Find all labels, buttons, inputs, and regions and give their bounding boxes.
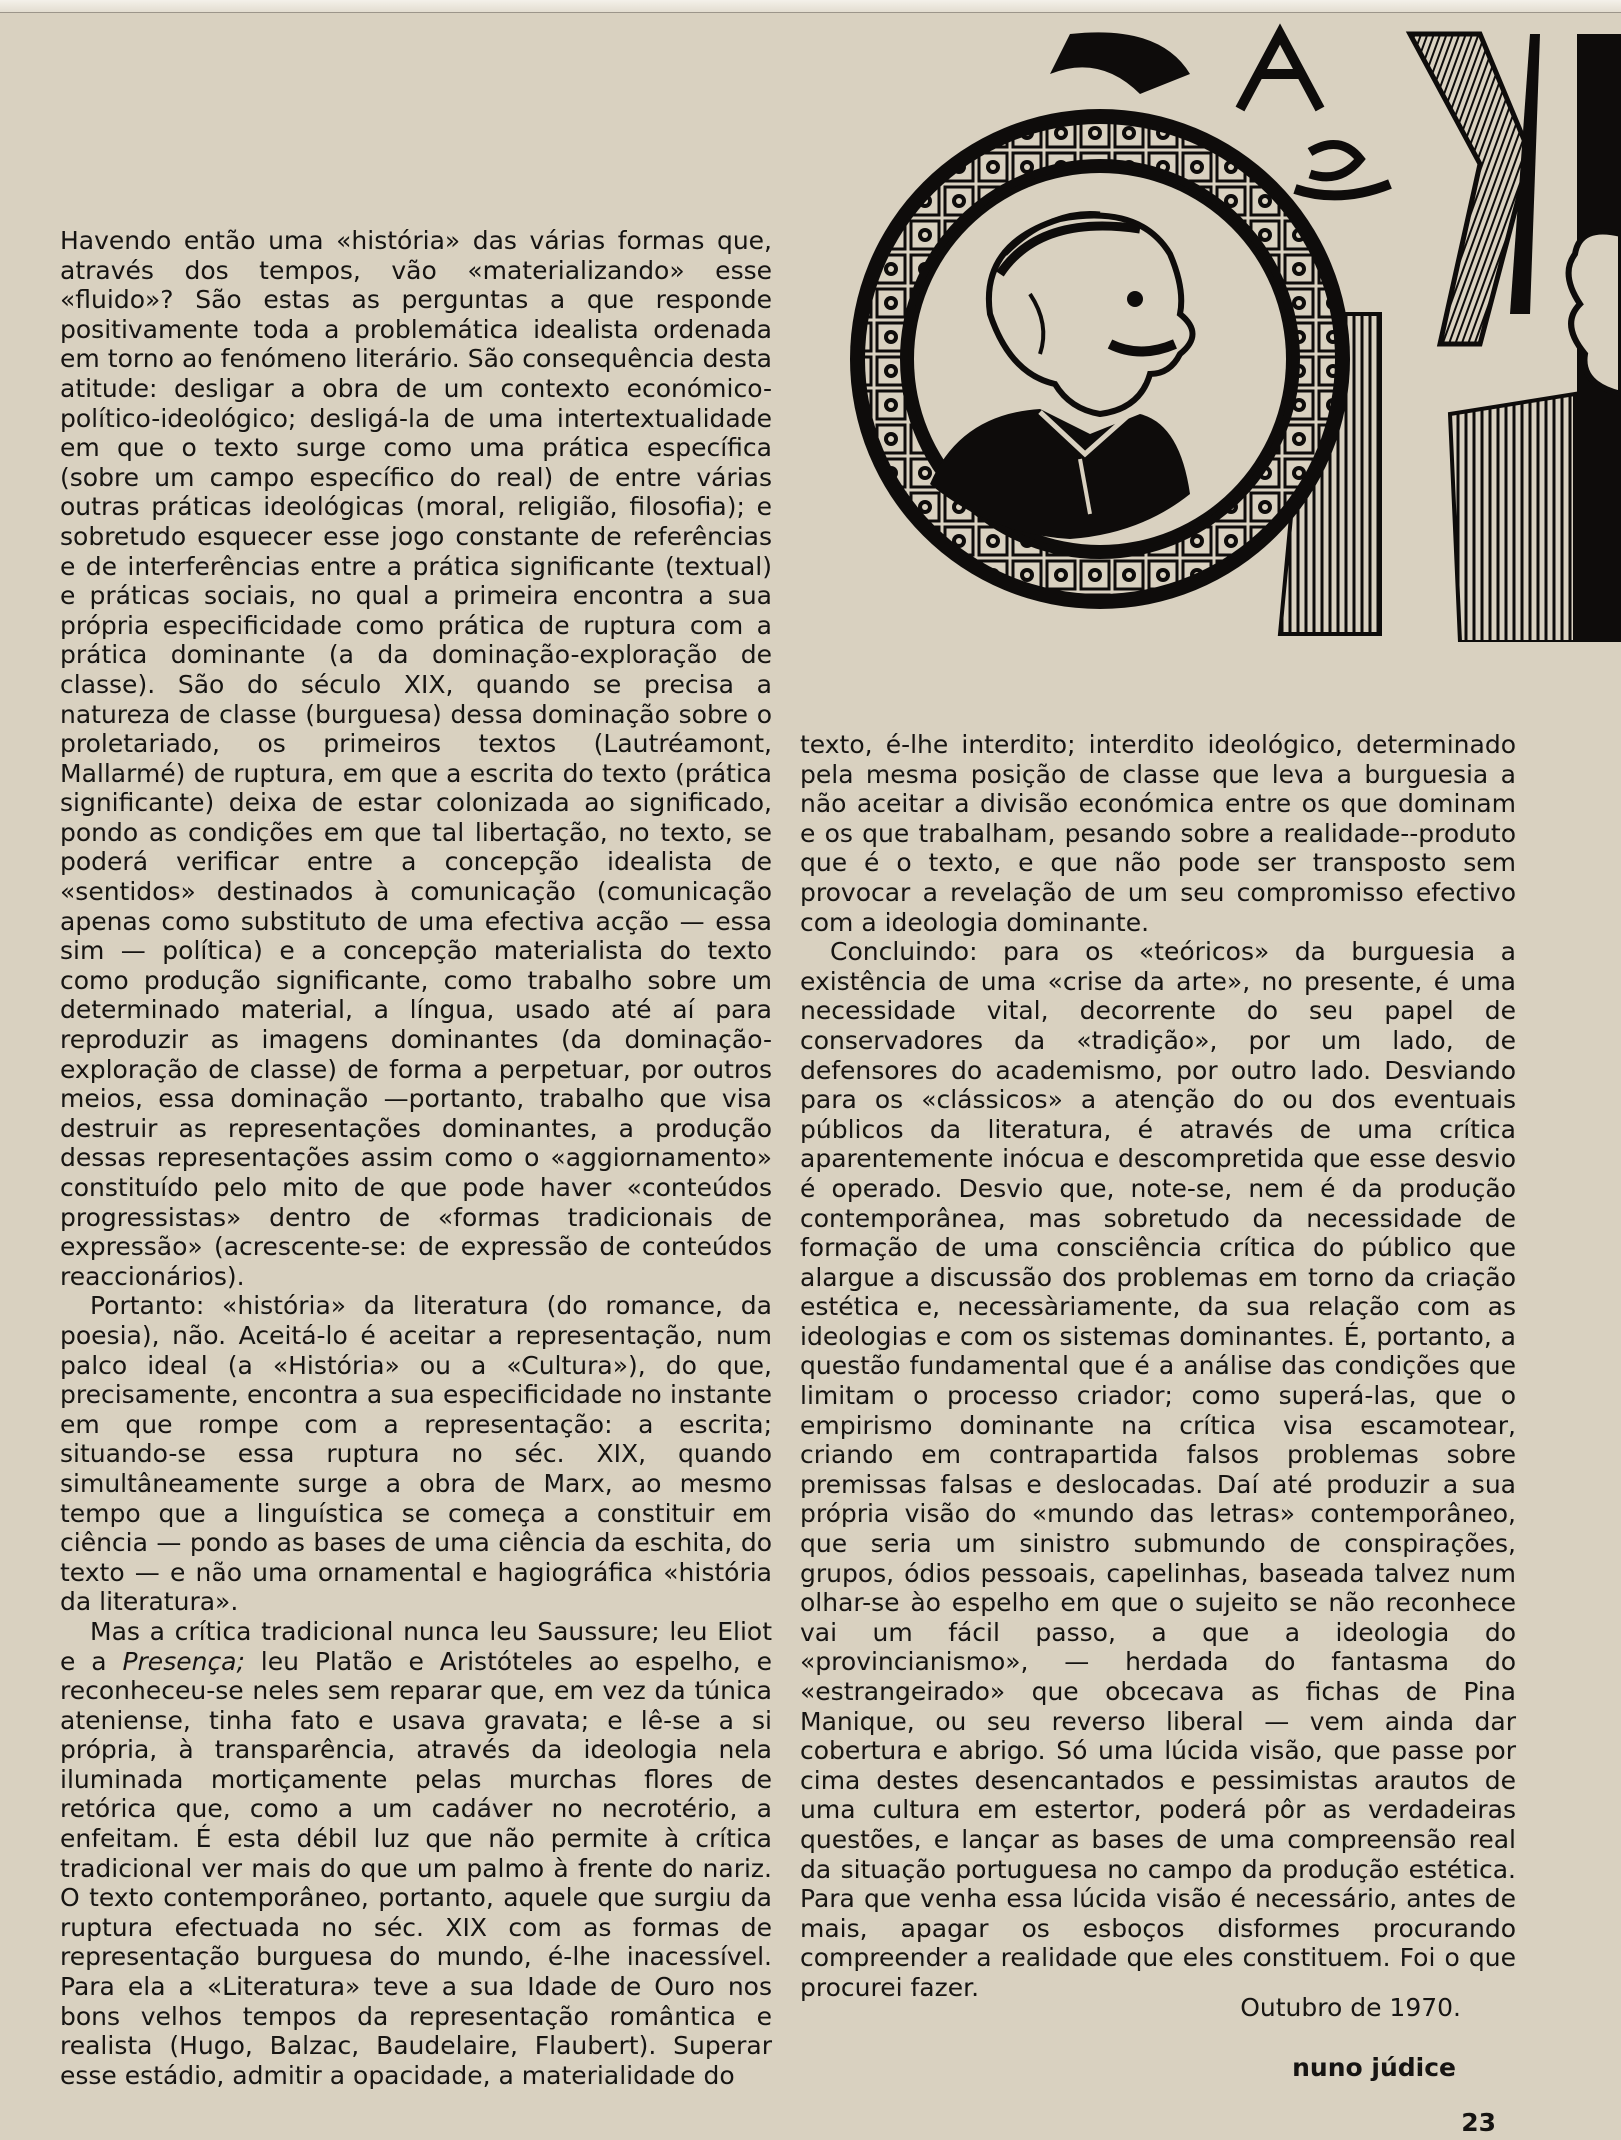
left-column [60, 226, 772, 2090]
left-paragraph-3 [60, 1617, 772, 2091]
article-author: nuno júdice [1292, 2053, 1456, 2082]
article-date: Outubro de 1970. [1240, 1993, 1461, 2022]
presenca-title: Presença; [122, 1646, 245, 1676]
caricature-illustration [840, 14, 1621, 642]
right-paragraph-1: texto, é-lhe interdito; interdito ideológico, determinado pela mesma posição de classe que leva a burguesia a não aceitar a divisão económica entre os que dominam e os que trabalham, pesando sobre a realidade--produto que é o texto, e que não pode ser transposto sem provocar a revelação de um seu compromisso efectivo com a ideologia dominante. [800, 730, 1516, 937]
left-paragraph-2: Portanto: «história» da literatura (do romance, da poesia), não. Aceitá-lo é aceitar a representação, num palco ideal (a «História» ou a «Cultura»), do que, precisamente, encontra a sua especificidade no instante em que rompe com a representação: a escrita; situando-se essa ruptura no séc. XIX, quando simultâneamente surge a obra de Marx, ao mesmo tempo que a linguística se começa a constituir em ciência — pondo as bases de uma ciência da eschita, do texto — e não uma ornamental e hagiográfica «história da literatura». [60, 1291, 772, 1617]
left-paragraph-3-part-a: Mas a crítica tradicional nunca leu Saussure; leu Eliot e a [60, 1616, 772, 1676]
page-number: 23 [1461, 2108, 1496, 2137]
left-paragraph-3-part-b: leu Platão e Aristóteles ao espelho, e reconheceu-se neles sem reparar que, em vez da túnica ateniense, tinha fato e usava gravata; e lê-se a si própria, à transparência, através da ideologia nela iluminada mortiçamente pelas murchas flores de retórica que, como a um cadáver no necrotério, a enfeitam. É esta débil luz que não permite à crítica tradicional ver mais do que um palmo à frente do nariz. O texto contemporâneo, portanto, aquele que surgiu da ruptura efectuada no séc. XIX com as formas de representação burguesa do mundo, é-lhe inacessível. Para ela a «Literatura» teve a sua Idade de Ouro nos bons velhos tempos da representação romântica e realista (Hugo, Balzac, Baudelaire, Flaubert). Superar esse estádio, admitir a opacidade, a materialidade do [60, 1646, 772, 2090]
left-paragraph-1: Havendo então uma «história» das várias formas que, através dos tempos, vão «materializando» esse «fluido»? São estas as perguntas a que responde positivamente toda a problemática idealista ordenada em torno ao fenómeno literário. São consequência desta atitude: desligar a obra de um contexto económico-político-ideológico; desligá-la de uma intertextualidade em que o texto surge como uma prática específica (sobre um campo específico do real) de entre várias outras práticas ideológicas (moral, religião, filosofia); e sobretudo esquecer esse jogo constante de referências e de interferências entre a prática significante (textual) e práticas sociais, no qual a primeira encontra a sua própria especificidade como prática de ruptura com a prática dominante (a da dominação-exploração de classe). São do século XIX, quando se precisa a natureza de classe (burguesa) dessa dominação sobre o proletariado, os primeiros textos (Lautréamont, Mallarmé) de ruptura, em que a escrita do texto (prática significante) deixa de estar colonizada ao significado, pondo as condições em que tal libertação, no texto, se poderá verificar entre a concepção idealista de «sentidos» destinados à comunicação (comunicação apenas como substituto de uma efectiva acção — essa sim — política) e a concepção materialista do texto como produção significante, como trabalho sobre um determinado material, a língua, usado até aí para reproduzir as imagens dominantes (da dominação-exploração de classe) de forma a perpetuar, por outros meios, essa dominação —portanto, trabalho que visa destruir as representações dominantes, a produção dessas representações assim como o «aggiornamento» constituído pelo mito de que pode haver «conteúdos progressistas» dentro de «formas tradicionais de expressão» (acrescente-se: de expressão de conteúdos reaccionários). [60, 226, 772, 1291]
right-paragraph-2: Concluindo: para os «teóricos» da burguesia a existência de uma «crise da arte», no presente, é uma necessidade vital, decorrente do seu papel de conservadores da «tradição», por um lado, de defensores do academismo, por outro lado. Desviando para os «clássicos» a atenção do ou dos eventuais públicos da literatura, é através de uma crítica aparentemente inócua e descompretida que esse desvio é operado. Desvio que, note-se, nem é da produção contemporânea, mas sobretudo da necessidade de formação de uma consciência crítica do público que alargue a discussão dos problemas em torno da criação estética e, necessàriamente, da sua relação com as ideologias e com os sistemas dominantes. É, portanto, a questão fundamental que é a análise das condições que limitam o processo criador; como superá-las, que o empirismo dominante na crítica visa escamotear, criando em contrapartida falsos problemas sobre premissas falsas e deslocadas. Daí até produzir a sua própria visão do «mundo das letras» contemporâneo, que seria um sinistro submundo de conspirações, grupos, ódios pessoais, capelinhas, baseada talvez num olhar-se ào espelho em que o sujeito se não reconhece vai um fácil passo, a que a ideologia do «provincianismo», — herdada do fantasma do «estrangeirado» que obcecava as fichas de Pina Manique, ou seu reverso liberal — vem ainda dar cobertura e abrigo. Só uma lúcida visão, que passe por cima destes desencantados e pessimistas arautos de uma cultura em estertor, poderá pôr as verdadeiras questões, e lançar as bases de uma compreensão real da situação portuguesa no campo da produção estética. Para que venha essa lúcida visão é necessário, antes de mais, apagar os esboços disformes procurando compreender a realidade que eles constituem. Foi o que procurei fazer. [800, 937, 1516, 2002]
right-column [800, 730, 1516, 2003]
page-top-edge [0, 0, 1621, 13]
